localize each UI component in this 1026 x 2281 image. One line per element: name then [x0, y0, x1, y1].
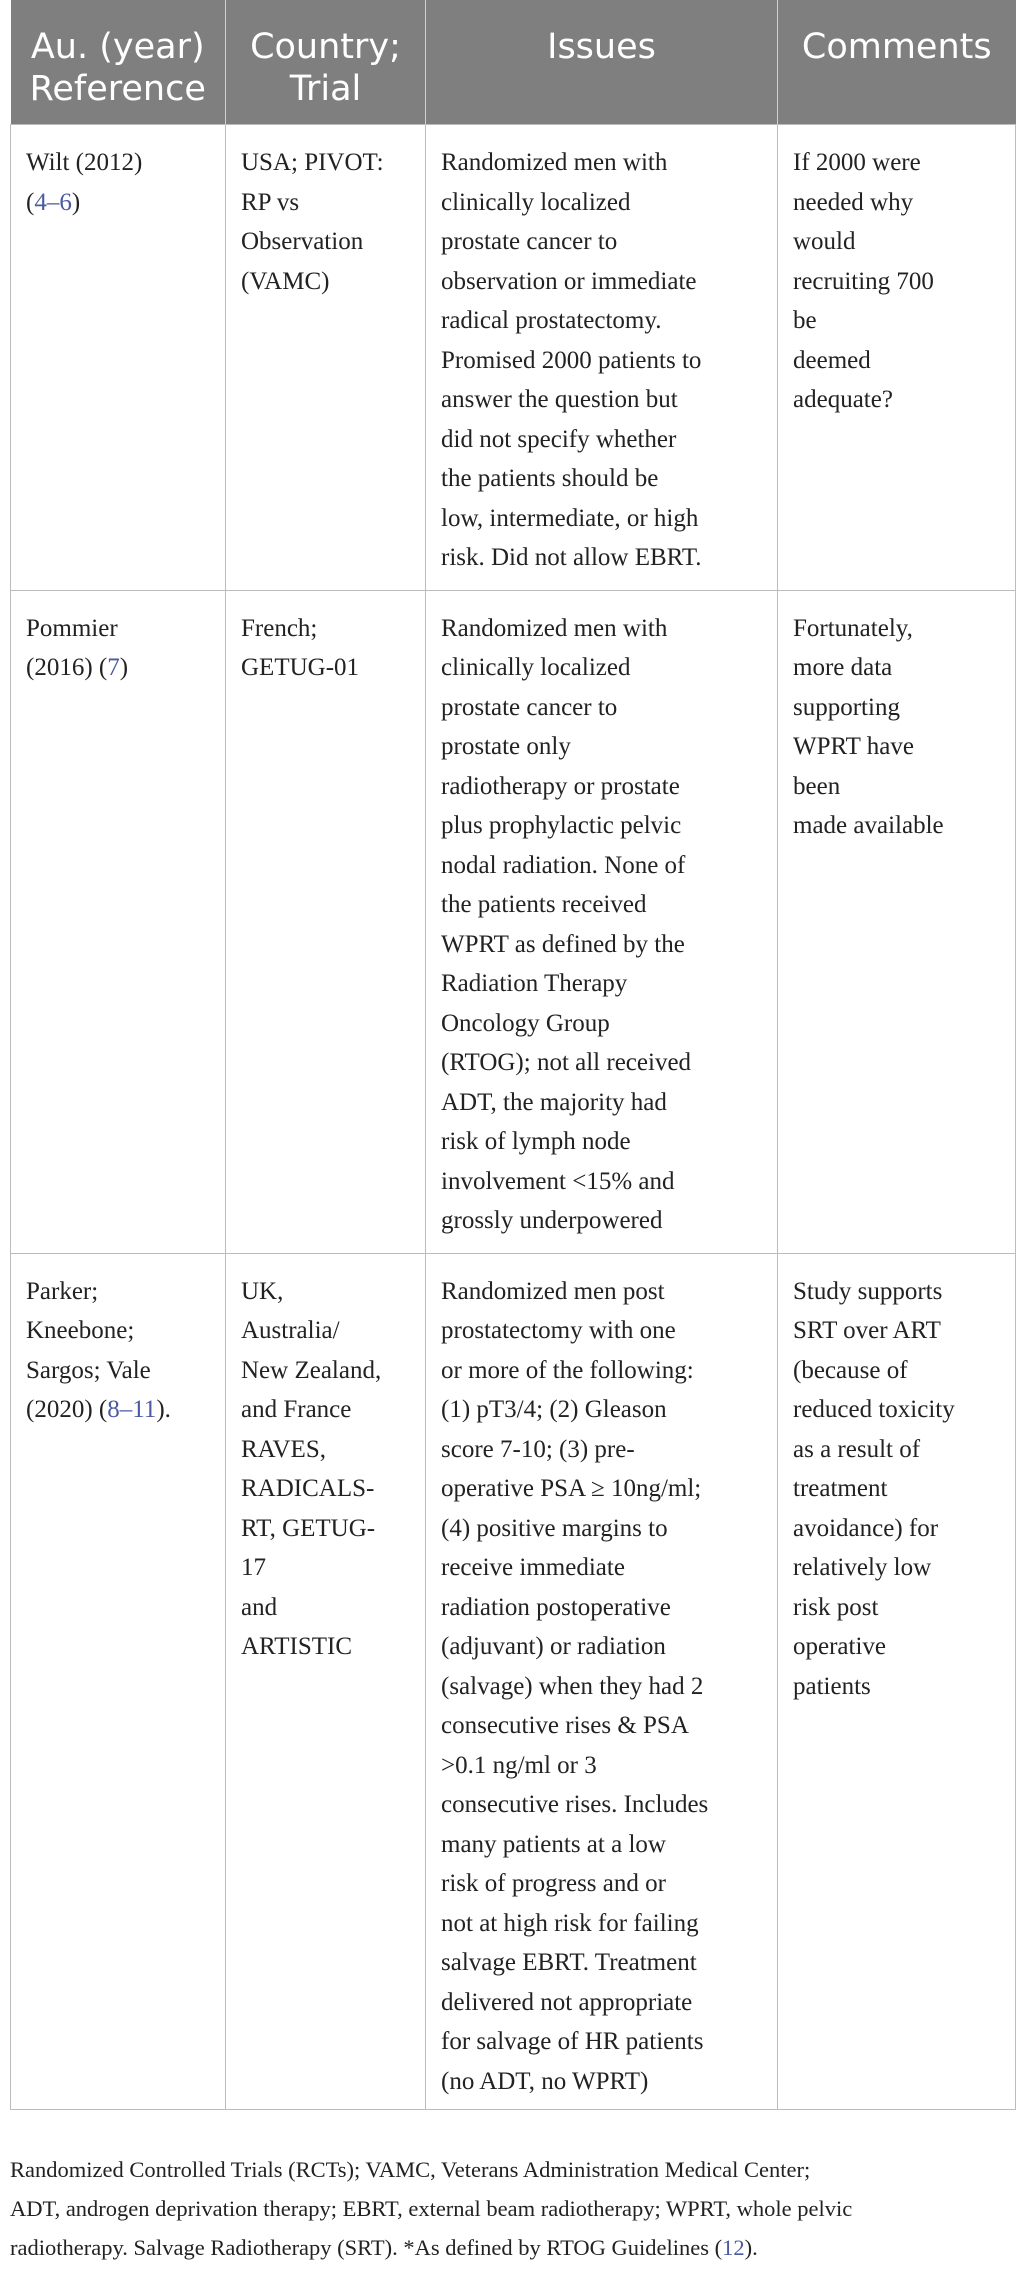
country-cell: UK, Australia/ New Zealand, and France RAVES, RADICALS- RT, GETUG- 17 and ARTISTIC — [226, 1253, 426, 2110]
footnote-text: Randomized Controlled Trials (RCTs); VAMC, Veterans Administration Medical Center; ADT, androgen deprivation therapy; EBRT, external beam radiotherapy; WPRT, whole pelvic radiotherapy. Salvage Radiotherapy (SRT). *As defined by RTOG Guidelines ( — [10, 2157, 853, 2260]
author-text: Parker; Kneebone; Sargos; Vale (2020) ( — [26, 1277, 151, 1423]
header-comments: Comments — [778, 0, 1016, 125]
reference-link[interactable]: 4–6 — [34, 188, 72, 216]
reference-link[interactable]: 7 — [107, 654, 120, 681]
author-text-close: ). — [156, 1396, 171, 1423]
comments-cell: Study supports SRT over ART (because of reduced toxicity as a result of treatment avoidance) for relatively low risk post operative patients — [778, 1253, 1016, 2110]
trials-table — [10, 0, 1016, 2110]
table-row — [11, 590, 1016, 1253]
comments-cell: Fortunately, more data supporting WPRT have been made available — [778, 590, 1016, 1253]
author-text: Pommier (2016) ( — [26, 614, 118, 681]
country-cell: USA; PIVOT: RP vs Observation (VAMC) — [226, 125, 426, 591]
author-text-close: ) — [119, 654, 129, 681]
author-text-close: ) — [71, 188, 81, 216]
author-cell — [11, 590, 226, 1253]
footnote-text-close: ). — [744, 2235, 758, 2260]
issues-cell: Randomized men post prostatectomy with one or more of the following: (1) pT3/4; (2) Gleason score 7-10; (3) pre- operative PSA ≥ 10ng/ml; (4) positive margins to receive immediate radiation postoperative (adjuvant) or radiation (salvage) when they had 2 consecutive rises & PSA >0.1 ng/ml or 3 consecutive rises. Includes many patients at a low risk of progress and or not at high risk for failing salvage EBRT. Treatment delivered not appropriate for salvage of HR patients (no ADT, no WPRT) — [426, 1253, 778, 2110]
footnote-reference-link[interactable]: 12 — [722, 2235, 745, 2260]
issues-cell: Randomized men with clinically localized prostate cancer to prostate only radiotherapy or prostate plus prophylactic pelvic nodal radiation. None of the patients received WPRT as defined by the Radiation Therapy Oncology Group (RTOG); not all received ADT, the majority had risk of lymph node involvement <15% and grossly underpowered — [426, 590, 778, 1253]
table-header-row — [11, 0, 1016, 125]
header-country-trial: Country; Trial — [226, 0, 426, 125]
author-cell — [11, 125, 226, 591]
reference-link[interactable]: 8–11 — [107, 1396, 157, 1423]
comments-cell: If 2000 were needed why would recruiting 700 be deemed adequate? — [778, 125, 1016, 591]
table-row — [11, 1253, 1016, 2110]
author-text: Wilt (2012) ( — [26, 149, 143, 216]
author-cell — [11, 1253, 226, 2110]
table-row — [11, 125, 1016, 591]
header-author: Au. (year) Reference — [11, 0, 226, 125]
table-footnote — [10, 2150, 1015, 2267]
country-cell: French; GETUG-01 — [226, 590, 426, 1253]
header-issues: Issues — [426, 0, 778, 125]
issues-cell: Randomized men with clinically localized prostate cancer to observation or immediate radical prostatectomy. Promised 2000 patients to answer the question but did not specify whether the patients should be low, intermediate, or high risk. Did not allow EBRT. — [426, 125, 778, 591]
